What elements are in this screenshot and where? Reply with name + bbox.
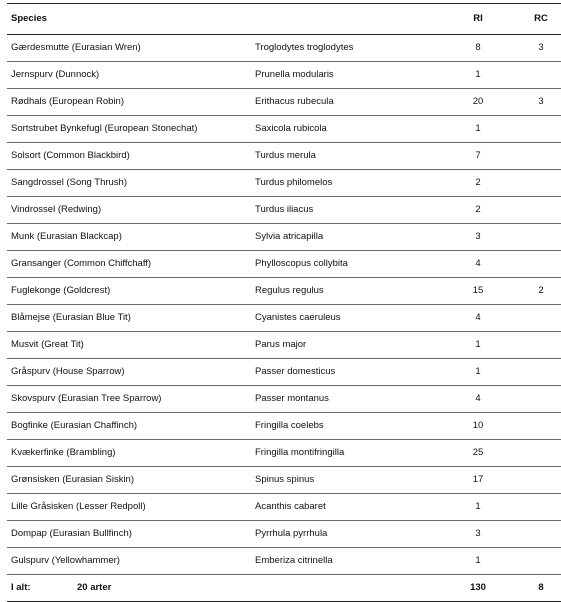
table-row [7, 62, 561, 89]
total-ri: 130 [441, 575, 511, 602]
species-common-name: Rødhals (European Robin) [7, 89, 251, 116]
species-common-name: Skovspurv (Eurasian Tree Sparrow) [7, 386, 251, 413]
rc-value [511, 62, 561, 89]
ri-value: 1 [441, 359, 511, 386]
table-row [7, 116, 561, 143]
rc-value [511, 251, 561, 278]
header-latin [251, 4, 441, 35]
rc-value [511, 494, 561, 521]
total-species-count: 20 arter [77, 582, 112, 593]
rc-value [511, 548, 561, 575]
species-latin-name: Passer domesticus [251, 359, 441, 386]
species-latin-name: Sylvia atricapilla [251, 224, 441, 251]
table-row [7, 440, 561, 467]
total-rc: 8 [511, 575, 561, 602]
species-common-name: Gærdesmutte (Eurasian Wren) [7, 35, 251, 62]
header-species: Species [7, 4, 251, 35]
ri-value: 1 [441, 116, 511, 143]
species-latin-name: Troglodytes troglodytes [251, 35, 441, 62]
table-row [7, 548, 561, 575]
rc-value [511, 440, 561, 467]
rc-value: 3 [511, 35, 561, 62]
ri-value: 1 [441, 494, 511, 521]
header-row [7, 4, 561, 35]
rc-value: 2 [511, 278, 561, 305]
table-row [7, 35, 561, 62]
rc-value [511, 143, 561, 170]
table-row [7, 413, 561, 440]
table-row [7, 170, 561, 197]
species-table-container [7, 3, 555, 602]
ri-value: 7 [441, 143, 511, 170]
rc-value [511, 170, 561, 197]
ri-value: 1 [441, 332, 511, 359]
species-latin-name: Passer montanus [251, 386, 441, 413]
total-cell [7, 575, 251, 602]
species-latin-name: Parus major [251, 332, 441, 359]
species-latin-name: Turdus philomelos [251, 170, 441, 197]
species-latin-name: Saxicola rubicola [251, 116, 441, 143]
ri-value: 1 [441, 62, 511, 89]
ri-value: 8 [441, 35, 511, 62]
species-latin-name: Emberiza citrinella [251, 548, 441, 575]
header-ri: RI [441, 4, 511, 35]
species-latin-name: Pyrrhula pyrrhula [251, 521, 441, 548]
table-row [7, 332, 561, 359]
rc-value [511, 305, 561, 332]
ri-value: 1 [441, 548, 511, 575]
table-row [7, 359, 561, 386]
rc-value [511, 521, 561, 548]
table-row [7, 224, 561, 251]
species-common-name: Solsort (Common Blackbird) [7, 143, 251, 170]
species-common-name: Gransanger (Common Chiffchaff) [7, 251, 251, 278]
species-latin-name: Fringilla montifringilla [251, 440, 441, 467]
table-row [7, 278, 561, 305]
table-row [7, 467, 561, 494]
rc-value [511, 359, 561, 386]
species-common-name: Sortstrubet Bynkefugl (European Stonechat) [7, 116, 251, 143]
total-label: I alt: [11, 582, 31, 593]
species-common-name: Gulspurv (Yellowhammer) [7, 548, 251, 575]
species-latin-name: Spinus spinus [251, 467, 441, 494]
ri-value: 3 [441, 521, 511, 548]
species-common-name: Sangdrossel (Song Thrush) [7, 170, 251, 197]
species-latin-name: Acanthis cabaret [251, 494, 441, 521]
table-row [7, 89, 561, 116]
species-table [7, 3, 561, 602]
rc-value [511, 332, 561, 359]
species-latin-name: Regulus regulus [251, 278, 441, 305]
species-latin-name: Cyanistes caeruleus [251, 305, 441, 332]
species-common-name: Gråspurv (House Sparrow) [7, 359, 251, 386]
rc-value: 3 [511, 89, 561, 116]
ri-value: 17 [441, 467, 511, 494]
rc-value [511, 224, 561, 251]
species-common-name: Blåmejse (Eurasian Blue Tit) [7, 305, 251, 332]
species-common-name: Musvit (Great Tit) [7, 332, 251, 359]
table-row [7, 251, 561, 278]
species-latin-name: Prunella modularis [251, 62, 441, 89]
table-row [7, 143, 561, 170]
ri-value: 15 [441, 278, 511, 305]
table-row [7, 197, 561, 224]
species-common-name: Munk (Eurasian Blackcap) [7, 224, 251, 251]
ri-value: 3 [441, 224, 511, 251]
rc-value [511, 386, 561, 413]
rc-value [511, 413, 561, 440]
rc-value [511, 116, 561, 143]
header-rc: RC [511, 4, 561, 35]
ri-value: 2 [441, 197, 511, 224]
table-body [7, 35, 561, 575]
species-common-name: Kvækerfinke (Brambling) [7, 440, 251, 467]
table-row [7, 386, 561, 413]
species-latin-name: Phylloscopus collybita [251, 251, 441, 278]
table-row [7, 494, 561, 521]
species-common-name: Fuglekonge (Goldcrest) [7, 278, 251, 305]
table-row [7, 521, 561, 548]
species-common-name: Bogfinke (Eurasian Chaffinch) [7, 413, 251, 440]
species-common-name: Dompap (Eurasian Bullfinch) [7, 521, 251, 548]
ri-value: 2 [441, 170, 511, 197]
ri-value: 25 [441, 440, 511, 467]
table-row [7, 305, 561, 332]
table-header [7, 4, 561, 35]
species-common-name: Vindrossel (Redwing) [7, 197, 251, 224]
rc-value [511, 467, 561, 494]
species-latin-name: Turdus merula [251, 143, 441, 170]
total-empty-cell [251, 575, 441, 602]
total-row [7, 575, 561, 602]
ri-value: 4 [441, 251, 511, 278]
species-common-name: Jernspurv (Dunnock) [7, 62, 251, 89]
species-latin-name: Fringilla coelebs [251, 413, 441, 440]
species-common-name: Lille Gråsisken (Lesser Redpoll) [7, 494, 251, 521]
rc-value [511, 197, 561, 224]
ri-value: 20 [441, 89, 511, 116]
ri-value: 4 [441, 305, 511, 332]
ri-value: 10 [441, 413, 511, 440]
species-latin-name: Turdus iliacus [251, 197, 441, 224]
species-latin-name: Erithacus rubecula [251, 89, 441, 116]
species-common-name: Grønsisken (Eurasian Siskin) [7, 467, 251, 494]
table-footer [7, 575, 561, 602]
ri-value: 4 [441, 386, 511, 413]
